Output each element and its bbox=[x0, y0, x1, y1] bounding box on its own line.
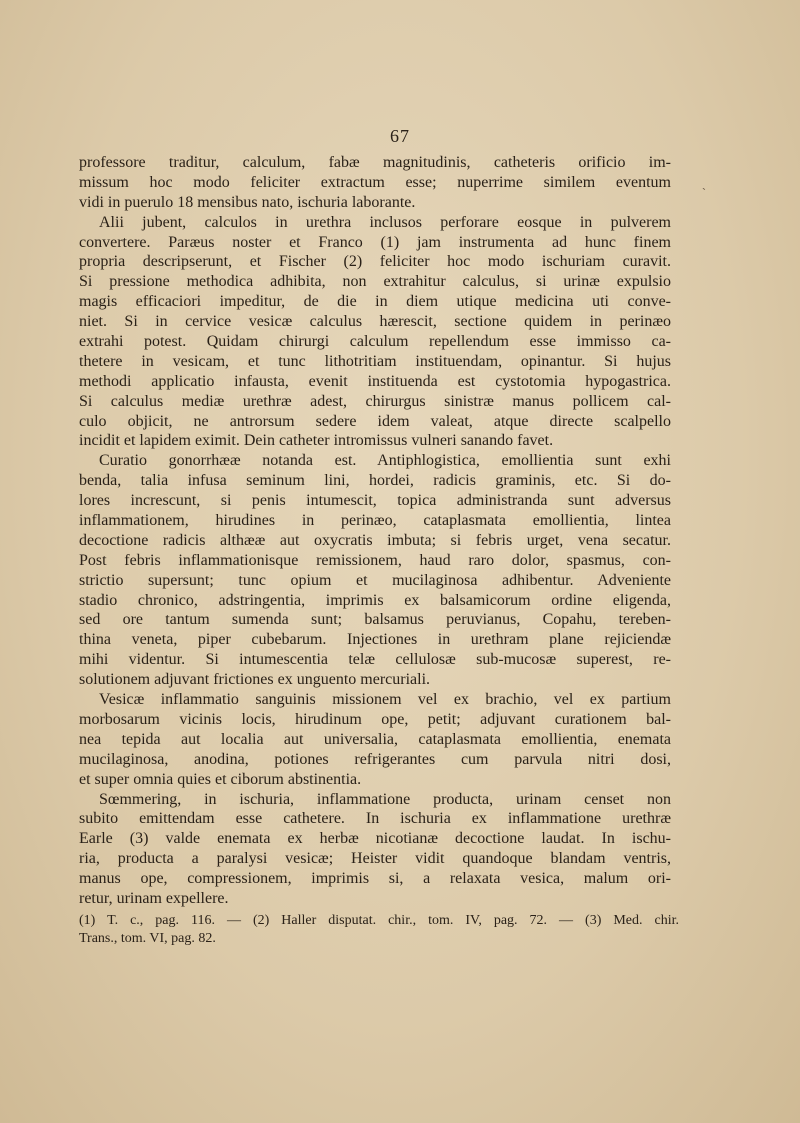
text-line: retur, urinam expellere. bbox=[79, 889, 229, 907]
text-line: sed ore tantum sumenda sunt; balsamus peruvianus, Copahu, tereben- bbox=[79, 611, 671, 629]
text-line: vidi in puerulo 18 mensibus nato, ischuria laborante. bbox=[79, 193, 416, 211]
footnotes bbox=[79, 912, 679, 948]
text-line: Post febris inflammationisque remissionem, haud raro dolor, spasmus, con- bbox=[79, 551, 671, 569]
footnote-line: (1) T. c., pag. 116. — (2) Haller disputat. chir., tom. IV, pag. 72. — (3) Med. chir. bbox=[79, 913, 679, 928]
text-line: thina veneta, piper cubebarum. Injectiones in urethram plane rejiciendæ bbox=[79, 631, 671, 649]
page-number: 67 bbox=[390, 126, 410, 146]
text-line: stadio chronico, adstringentia, imprimis ex balsamicorum ordine eligenda, bbox=[79, 591, 671, 609]
text-line: Earle (3) valde enemata ex herbæ nicotianæ decoctione laudat. In ischu- bbox=[79, 830, 671, 848]
text-line: inflammationem, hirudines in perinæo, cataplasmata emollientia, lintea bbox=[79, 512, 671, 530]
text-line: et super omnia quies et ciborum abstinentia. bbox=[79, 770, 362, 788]
text-line: solutionem adjuvant frictiones ex unguento mercuriali. bbox=[79, 671, 431, 689]
text-line: missum hoc modo feliciter extractum esse; nuperrime similem eventum bbox=[79, 173, 671, 191]
text-line: methodi applicatio infausta, evenit instituenda est cystotomia hypogastrica. bbox=[79, 372, 671, 390]
page-blemish: ˴ bbox=[702, 180, 706, 194]
text-line: strictio supersunt; tunc opium et mucilaginosa adhibentur. Adveniente bbox=[79, 571, 671, 589]
text-line: benda, talia infusa seminum lini, hordei, radicis graminis, etc. Si do- bbox=[79, 472, 671, 490]
text-line: Sœmmering, in ischuria, inflammatione producta, urinam censet non bbox=[99, 790, 671, 808]
text-line: professore traditur, calculum, fabæ magnitudinis, catheteris orificio im- bbox=[79, 154, 671, 171]
body-text bbox=[79, 153, 671, 909]
text-line: Si pressione methodica adhibita, non extrahitur calculus, si urinæ expulsio bbox=[79, 273, 671, 291]
text-line: Alii jubent, calculos in urethra inclusos perforare eosque in pulverem bbox=[99, 213, 671, 231]
text-line: subito emittendam esse cathetere. In ischuria ex inflammatione urethræ bbox=[79, 810, 671, 828]
text-line: magis efficaciori impeditur, de die in diem utique medicina uti conve- bbox=[79, 293, 671, 311]
text-line: lores increscunt, si penis intumescit, topica administranda sunt adversus bbox=[79, 492, 671, 510]
text-line: thetere in vesicam, et tunc lithotritiam instituendam, opinantur. Si hujus bbox=[79, 352, 671, 370]
text-line: decoctione radicis althææ aut oxycratis imbuta; si febris urget, vena secatur. bbox=[79, 531, 671, 549]
text-line: nea tepida aut localia aut universalia, cataplasmata emollientia, enemata bbox=[79, 730, 671, 748]
text-line: mucilaginosa, anodina, potiones refrigerantes cum parvula nitri dosi, bbox=[79, 750, 671, 768]
text-line: extrahi potest. Quidam chirurgi calculum repellendum esse immisso ca- bbox=[79, 333, 671, 351]
text-line: morbosarum vicinis locis, hirudinum ope, petit; adjuvant curationem bal- bbox=[79, 710, 671, 728]
text-line: Si calculus mediæ urethræ adest, chirurgus sinistræ manus pollicem cal- bbox=[79, 392, 671, 410]
text-line: propria descripserunt, et Fischer (2) feliciter hoc modo ischuriam curavit. bbox=[79, 253, 671, 271]
text-line: culo objicit, ne antrorsum sedere idem valeat, atque directe scalpello bbox=[79, 412, 671, 430]
text-line: Curatio gonorrhææ notanda est. Antiphlogistica, emollientia sunt exhi bbox=[99, 452, 671, 470]
text-line: niet. Si in cervice vesicæ calculus hærescit, sectione quidem in perinæo bbox=[79, 313, 671, 331]
text-line: Vesicæ inflammatio sanguinis missionem vel ex brachio, vel ex partium bbox=[99, 691, 671, 709]
text-line: mihi videntur. Si intumescentia telæ cellulosæ sub-mucosæ superest, re- bbox=[79, 651, 671, 669]
footnote-line: Trans., tom. VI, pag. 82. bbox=[79, 931, 216, 946]
text-line: incidit et lapidem eximit. Dein catheter intromissus vulneri sanando favet. bbox=[79, 432, 554, 450]
text-line: manus ope, compressionem, imprimis si, a relaxata vesica, malum ori- bbox=[79, 870, 671, 888]
text-line: convertere. Paræus noster et Franco (1) jam instrumenta ad hunc finem bbox=[79, 233, 671, 251]
text-line: ria, producta a paralysi vesicæ; Heister vidit quandoque blandam ventris, bbox=[79, 850, 671, 868]
